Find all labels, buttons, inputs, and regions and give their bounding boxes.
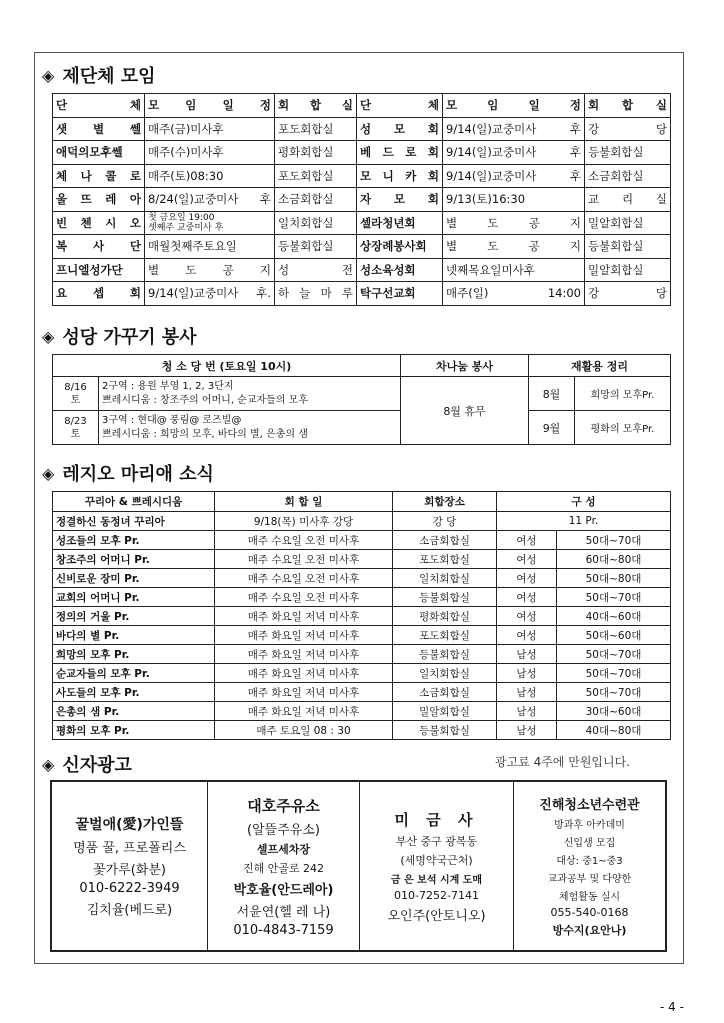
legio-row bbox=[53, 607, 671, 626]
legio-cell: 평화의 모후 Pr. bbox=[53, 721, 215, 740]
section-label: 제단체 모임 bbox=[62, 66, 156, 87]
groups-cell: 등불회합실 bbox=[585, 141, 671, 165]
recycle-group: 희망의 모후Pr. bbox=[575, 377, 671, 411]
legio-cell: 일치회합실 bbox=[393, 664, 497, 683]
ad-line: 체험활동 실시 bbox=[558, 892, 621, 903]
groups-cell: 포도회합실 bbox=[275, 164, 357, 188]
cleaning-date: 8/23 토 bbox=[53, 411, 99, 445]
legio-cell: 50대~70대 bbox=[557, 531, 671, 550]
legio-cell: 남성 bbox=[497, 664, 557, 683]
groups-cell: 첫 금요일 19:00 셋째주 교중미사 후 bbox=[145, 211, 275, 235]
recycle-month: 9월 bbox=[529, 411, 575, 445]
ad-line: 금 은 보석 시계 도매 bbox=[390, 874, 483, 886]
diamond-icon: ◈ bbox=[42, 326, 55, 346]
groups-cell: 등불회합실 bbox=[275, 235, 357, 259]
ad-title: 꿀벌애(愛)가인뜰 bbox=[75, 817, 184, 833]
ad-contact: 오인주(안토니오) bbox=[387, 908, 486, 924]
legio-cell: 여성 bbox=[497, 531, 557, 550]
groups-cell: 성소육성회 bbox=[357, 258, 443, 282]
legio-cell: 소금회합실 bbox=[393, 683, 497, 702]
ad-line: 진해 안골로 242 bbox=[242, 861, 325, 875]
curia-day: 9/18(목) 미사후 강당 bbox=[215, 512, 393, 531]
ad-line: 명품 꿀, 프로폴리스 bbox=[73, 841, 186, 856]
recycle-group: 평화의 모후Pr. bbox=[575, 411, 671, 445]
legio-row bbox=[53, 531, 671, 550]
legio-cell: 30대~60대 bbox=[557, 702, 671, 721]
legio-cell: 여성 bbox=[497, 550, 557, 569]
diamond-icon: ◈ bbox=[42, 754, 55, 774]
diamond-icon: ◈ bbox=[42, 65, 55, 85]
ad-line: 꽃가루(화분) bbox=[93, 863, 166, 878]
groups-cell: 8/24(일)교중미사 후 bbox=[145, 188, 275, 212]
groups-header-cell: 회 합 실 bbox=[585, 94, 671, 118]
legio-cell: 50대~70대 bbox=[557, 645, 671, 664]
ad-youth-center bbox=[514, 782, 665, 950]
ad-line: 대상: 중1~중3 bbox=[556, 856, 623, 867]
groups-cell: 별 도 공 지 bbox=[443, 235, 585, 259]
groups-cell: 탁구선교회 bbox=[357, 282, 443, 306]
legio-cell: 매주 화요일 저녁 미사후 bbox=[215, 683, 393, 702]
legio-cell: 매주 토요일 08 : 30 bbox=[215, 721, 393, 740]
ad-title: 대호주유소 bbox=[247, 796, 320, 815]
ad-contact: 방수지(요안나) bbox=[552, 924, 627, 937]
tea-value: 8월 휴무 bbox=[401, 377, 529, 445]
groups-cell: 강 당 bbox=[585, 282, 671, 306]
groups-cell: 베 드 로 회 bbox=[357, 141, 443, 165]
groups-cell: 밀알회합실 bbox=[585, 258, 671, 282]
section-label: 성당 가꾸기 봉사 bbox=[62, 327, 197, 348]
groups-cell: 강 당 bbox=[585, 117, 671, 141]
legio-cell: 교회의 어머니 Pr. bbox=[53, 588, 215, 607]
legio-cell: 매주 수요일 오전 미사후 bbox=[215, 588, 393, 607]
groups-header-cell: 단 체 bbox=[53, 94, 145, 118]
legio-cell: 매주 화요일 저녁 미사후 bbox=[215, 702, 393, 721]
groups-row bbox=[53, 235, 671, 259]
groups-cell: 평화회합실 bbox=[275, 141, 357, 165]
groups-table bbox=[52, 93, 671, 306]
legio-cell: 여성 bbox=[497, 607, 557, 626]
ad-phone: 010-6222-3949 bbox=[79, 881, 180, 896]
cleaning-header: 청 소 당 번 (토요일 10시) bbox=[53, 355, 401, 377]
legio-cell: 매주 화요일 저녁 미사후 bbox=[215, 645, 393, 664]
legio-header: 꾸리아 & 쁘레시디움 bbox=[53, 492, 215, 512]
ad-phone: 010-4843-7159 bbox=[233, 922, 334, 938]
legio-cell: 매주 화요일 저녁 미사후 bbox=[215, 626, 393, 645]
groups-cell: 9/14(일)교중미사 후 bbox=[443, 164, 585, 188]
groups-cell: 복 사 단 bbox=[53, 235, 145, 259]
curia-name: 정결하신 동정녀 꾸리아 bbox=[53, 512, 215, 531]
groups-cell: 넷째목요일미사후 bbox=[443, 258, 585, 282]
legio-cell: 매주 화요일 저녁 미사후 bbox=[215, 607, 393, 626]
ads-box bbox=[50, 780, 667, 952]
ad-gas-station bbox=[208, 782, 360, 950]
legio-row bbox=[53, 588, 671, 607]
legio-header: 회합장소 bbox=[393, 492, 497, 512]
ad-contact: 박호율(안드레아) bbox=[233, 882, 334, 898]
groups-row bbox=[53, 258, 671, 282]
legio-cell: 여성 bbox=[497, 569, 557, 588]
groups-cell: 샛 별 쎌 bbox=[53, 117, 145, 141]
legio-cell: 포도회합실 bbox=[393, 550, 497, 569]
legio-cell: 40대~80대 bbox=[557, 721, 671, 740]
cleaning-table bbox=[52, 354, 671, 445]
legio-cell: 희망의 모후 Pr. bbox=[53, 645, 215, 664]
legio-cell: 정의의 거울 Pr. bbox=[53, 607, 215, 626]
groups-cell: 울 뜨 레 아 bbox=[53, 188, 145, 212]
groups-cell: 매월첫째주토요일 bbox=[145, 235, 275, 259]
ad-contact: 서윤연(헬 레 나) bbox=[236, 904, 331, 920]
ad-phone: 055-540-0168 bbox=[550, 906, 629, 919]
groups-row bbox=[53, 211, 671, 235]
groups-header-cell: 단 체 bbox=[357, 94, 443, 118]
legio-cell: 50대~70대 bbox=[557, 683, 671, 702]
section-title-ads bbox=[42, 751, 132, 777]
legio-row bbox=[53, 702, 671, 721]
groups-header-cell: 회 합 실 bbox=[275, 94, 357, 118]
ad-phone: 010-7252-7141 bbox=[394, 888, 479, 902]
groups-row bbox=[53, 282, 671, 306]
curia-comp: 11 Pr. bbox=[497, 512, 671, 531]
legio-cell: 포도회합실 bbox=[393, 626, 497, 645]
legio-cell: 매주 화요일 저녁 미사후 bbox=[215, 664, 393, 683]
ad-line: 셀프세차장 bbox=[256, 842, 311, 856]
groups-row bbox=[53, 188, 671, 212]
legio-row bbox=[53, 683, 671, 702]
legio-cell: 남성 bbox=[497, 645, 557, 664]
ad-honey bbox=[52, 782, 208, 950]
groups-cell: 별 도 공 지 bbox=[145, 258, 275, 282]
legio-row bbox=[53, 569, 671, 588]
groups-header-cell: 모 임 일 정 bbox=[443, 94, 585, 118]
ad-line: 교과공부 및 다양한 bbox=[547, 874, 632, 885]
section-label: 레지오 마리애 소식 bbox=[62, 464, 214, 485]
groups-cell: 성 전 bbox=[275, 258, 357, 282]
groups-cell: 포도회합실 bbox=[275, 117, 357, 141]
legio-header: 회 합 일 bbox=[215, 492, 393, 512]
legio-cell: 창조주의 어머니 Pr. bbox=[53, 550, 215, 569]
legio-row bbox=[53, 664, 671, 683]
legio-cell: 소금회합실 bbox=[393, 531, 497, 550]
legio-cell: 50대~80대 bbox=[557, 569, 671, 588]
groups-cell: 체 나 콜 로 bbox=[53, 164, 145, 188]
groups-cell: 프니엘성가단 bbox=[53, 258, 145, 282]
legio-cell: 일치회합실 bbox=[393, 569, 497, 588]
legio-cell: 여성 bbox=[497, 626, 557, 645]
legio-cell: 매주 수요일 오전 미사후 bbox=[215, 569, 393, 588]
legio-cell: 사도들의 모후 Pr. bbox=[53, 683, 215, 702]
groups-cell: 상장례봉사회 bbox=[357, 235, 443, 259]
tea-header: 차나눔 봉사 bbox=[401, 355, 529, 377]
groups-row bbox=[53, 117, 671, 141]
groups-cell: 별 도 공 지 bbox=[443, 211, 585, 235]
legio-cell: 바다의 별 Pr. bbox=[53, 626, 215, 645]
groups-cell: 성 모 회 bbox=[357, 117, 443, 141]
legio-cell: 평화회합실 bbox=[393, 607, 497, 626]
cleaning-text: 3구역 : 현대@ 풍림@ 로즈빌@ 쁘레시디움 : 희망의 모후, 바다의 별, 은총의 샘 bbox=[99, 411, 401, 445]
legio-cell: 매주 수요일 오전 미사후 bbox=[215, 531, 393, 550]
section-title-legio bbox=[42, 460, 214, 486]
groups-header-cell: 모 임 일 정 bbox=[145, 94, 275, 118]
groups-row bbox=[53, 164, 671, 188]
ad-jewelry bbox=[360, 782, 514, 950]
legio-cell: 신비로운 장미 Pr. bbox=[53, 569, 215, 588]
page-number: - 4 - bbox=[660, 1000, 684, 1014]
groups-cell: 교 리 실 bbox=[585, 188, 671, 212]
legio-cell: 60대~80대 bbox=[557, 550, 671, 569]
groups-cell: 일치회합실 bbox=[275, 211, 357, 235]
legio-cell: 50대~70대 bbox=[557, 664, 671, 683]
curia-place: 강 당 bbox=[393, 512, 497, 531]
groups-cell: 소금회합실 bbox=[275, 188, 357, 212]
ad-line: (알뜰주유소) bbox=[247, 822, 320, 838]
groups-cell: 9/14(일)교중미사 후 bbox=[443, 141, 585, 165]
groups-cell: 9/14(일)교중미사 후 bbox=[443, 117, 585, 141]
recycle-header: 재활용 정리 bbox=[529, 355, 671, 377]
groups-cell: 매주(일) 14:00 bbox=[443, 282, 585, 306]
groups-cell: 빈 첸 시 오 bbox=[53, 211, 145, 235]
section-title-groups bbox=[42, 62, 156, 88]
groups-cell: 소금회합실 bbox=[585, 164, 671, 188]
section-label: 신자광고 bbox=[62, 755, 132, 776]
ad-note: 광고료 4주에 만원입니다. bbox=[495, 755, 630, 769]
ad-line: 방과후 아카데미 bbox=[554, 820, 625, 831]
ad-line: (세명약국근처) bbox=[400, 853, 473, 867]
legio-cell: 순교자들의 모후 Pr. bbox=[53, 664, 215, 683]
groups-cell: 매주(수)미사후 bbox=[145, 141, 275, 165]
groups-cell: 모 니 카 회 bbox=[357, 164, 443, 188]
legio-row bbox=[53, 645, 671, 664]
groups-cell: 셀라청년회 bbox=[357, 211, 443, 235]
ad-title: 진해청소년수련관 bbox=[539, 798, 640, 813]
groups-cell: 9/14(일)교중미사 후. bbox=[145, 282, 275, 306]
legio-cell: 남성 bbox=[497, 702, 557, 721]
groups-cell: 매주(토)08:30 bbox=[145, 164, 275, 188]
legio-cell: 성조들의 모후 Pr. bbox=[53, 531, 215, 550]
legio-row bbox=[53, 550, 671, 569]
legio-row bbox=[53, 721, 671, 740]
groups-cell: 하 늘 마 루 bbox=[275, 282, 357, 306]
ad-line: 신입생 모집 bbox=[563, 838, 616, 849]
legio-cell: 남성 bbox=[497, 721, 557, 740]
legio-cell: 등불회합실 bbox=[393, 645, 497, 664]
groups-row bbox=[53, 141, 671, 165]
groups-cell: 매주(금)미사후 bbox=[145, 117, 275, 141]
legio-cell: 50대~70대 bbox=[557, 588, 671, 607]
legio-cell: 50대~60대 bbox=[557, 626, 671, 645]
groups-cell: 밀알회합실 bbox=[585, 211, 671, 235]
groups-cell: 자 모 회 bbox=[357, 188, 443, 212]
legio-cell: 40대~60대 bbox=[557, 607, 671, 626]
ad-title: 미 금 사 bbox=[394, 810, 479, 829]
ad-contact: 김치율(베드로) bbox=[86, 903, 173, 918]
groups-cell: 애덕의모후쎌 bbox=[53, 141, 145, 165]
recycle-month: 8월 bbox=[529, 377, 575, 411]
ad-line: 부산 중구 광복동 bbox=[395, 834, 478, 848]
groups-header-row bbox=[53, 94, 671, 118]
legio-cell: 은총의 샘 Pr. bbox=[53, 702, 215, 721]
groups-cell: 요 셉 회 bbox=[53, 282, 145, 306]
section-title-cleaning bbox=[42, 323, 197, 349]
legio-row bbox=[53, 626, 671, 645]
legio-header: 구 성 bbox=[497, 492, 671, 512]
cleaning-date: 8/16 토 bbox=[53, 377, 99, 411]
diamond-icon: ◈ bbox=[42, 463, 55, 483]
legio-cell: 밀알회합실 bbox=[393, 702, 497, 721]
cleaning-text: 2구역 : 용원 부영 1, 2, 3단지 쁘레시디움 : 창조주의 어머니, 순교자들의 모후 bbox=[99, 377, 401, 411]
groups-cell: 9/13(토)16:30 bbox=[443, 188, 585, 212]
legio-cell: 남성 bbox=[497, 683, 557, 702]
legio-cell: 등불회합실 bbox=[393, 721, 497, 740]
groups-cell: 등불회합실 bbox=[585, 235, 671, 259]
legio-cell: 매주 수요일 오전 미사후 bbox=[215, 550, 393, 569]
legio-cell: 등불회합실 bbox=[393, 588, 497, 607]
legio-table bbox=[52, 491, 671, 740]
legio-cell: 여성 bbox=[497, 588, 557, 607]
